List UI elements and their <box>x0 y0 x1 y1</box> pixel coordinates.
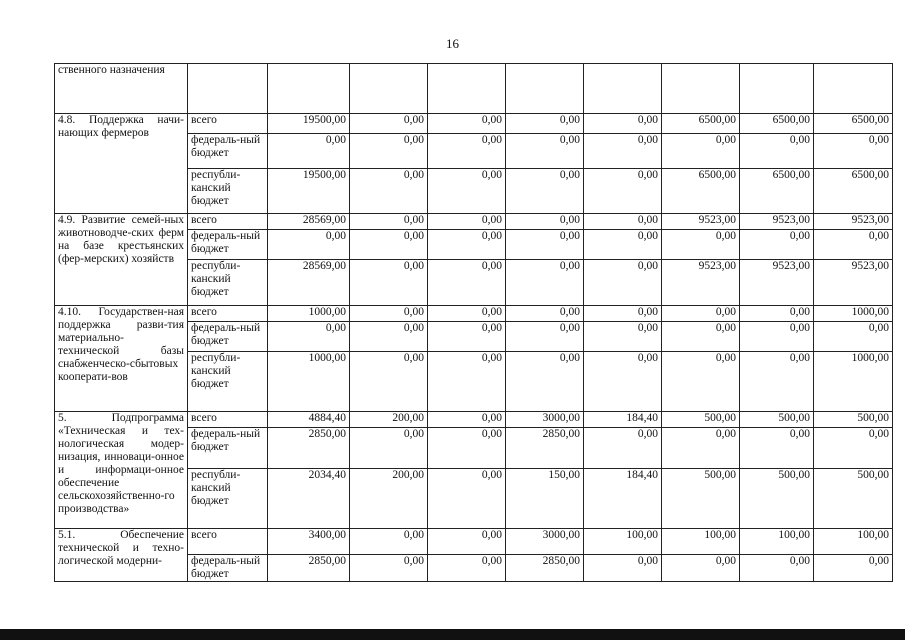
amount-cell: 2850,00 <box>268 428 350 469</box>
funding-source-cell: федераль-ный бюджет <box>188 555 268 582</box>
amount-cell: 1000,00 <box>814 306 893 322</box>
program-name-cell: 4.10. Государствен-ная поддержка разви-тия материально-технической базы снабженческо-сбытовых кооперати-вов <box>55 306 188 412</box>
amount-cell: 200,00 <box>350 412 428 428</box>
amount-cell: 0,00 <box>428 428 506 469</box>
budget-table-body <box>55 64 893 582</box>
amount-cell <box>506 64 584 114</box>
amount-cell: 0,00 <box>350 306 428 322</box>
table-row <box>55 529 893 555</box>
amount-cell: 500,00 <box>662 412 740 428</box>
amount-cell: 0,00 <box>740 230 814 260</box>
amount-cell: 0,00 <box>814 230 893 260</box>
amount-cell: 2850,00 <box>506 428 584 469</box>
amount-cell: 9523,00 <box>814 214 893 230</box>
amount-cell: 0,00 <box>506 114 584 134</box>
amount-cell: 100,00 <box>814 529 893 555</box>
amount-cell: 0,00 <box>428 412 506 428</box>
amount-cell: 0,00 <box>584 134 662 169</box>
amount-cell: 0,00 <box>350 555 428 582</box>
amount-cell: 0,00 <box>740 306 814 322</box>
amount-cell: 0,00 <box>428 529 506 555</box>
amount-cell: 0,00 <box>428 169 506 214</box>
amount-cell: 100,00 <box>584 529 662 555</box>
amount-cell: 0,00 <box>662 428 740 469</box>
amount-cell: 0,00 <box>350 169 428 214</box>
amount-cell: 0,00 <box>506 169 584 214</box>
amount-cell: 28569,00 <box>268 214 350 230</box>
amount-cell: 0,00 <box>350 322 428 352</box>
amount-cell: 0,00 <box>740 322 814 352</box>
amount-cell: 6500,00 <box>662 169 740 214</box>
amount-cell <box>662 64 740 114</box>
amount-cell: 100,00 <box>662 529 740 555</box>
amount-cell: 0,00 <box>506 260 584 306</box>
amount-cell: 0,00 <box>268 134 350 169</box>
amount-cell: 0,00 <box>506 230 584 260</box>
amount-cell: 0,00 <box>740 555 814 582</box>
amount-cell: 184,40 <box>584 412 662 428</box>
funding-source-cell: всего <box>188 214 268 230</box>
amount-cell: 0,00 <box>584 322 662 352</box>
amount-cell: 184,40 <box>584 469 662 529</box>
amount-cell: 0,00 <box>428 352 506 412</box>
amount-cell: 0,00 <box>662 306 740 322</box>
amount-cell: 0,00 <box>584 114 662 134</box>
amount-cell: 2850,00 <box>268 555 350 582</box>
amount-cell: 0,00 <box>584 555 662 582</box>
amount-cell <box>584 64 662 114</box>
amount-cell: 6500,00 <box>740 114 814 134</box>
amount-cell: 0,00 <box>428 306 506 322</box>
funding-source-cell: федераль-ный бюджет <box>188 134 268 169</box>
amount-cell: 100,00 <box>740 529 814 555</box>
funding-source-cell: всего <box>188 114 268 134</box>
amount-cell: 0,00 <box>428 214 506 230</box>
amount-cell: 0,00 <box>506 352 584 412</box>
amount-cell: 28569,00 <box>268 260 350 306</box>
funding-source-cell: федераль-ный бюджет <box>188 428 268 469</box>
program-name-cell: 5. Подпрограмма «Техническая и тех-нологическая модер-низация, инноваци-онное и информаци-онное обеспечение сельскохозяйственно-го производства» <box>55 412 188 529</box>
funding-source-cell: республи-канский бюджет <box>188 169 268 214</box>
amount-cell: 9523,00 <box>740 214 814 230</box>
page-number: 16 <box>446 36 459 51</box>
amount-cell: 9523,00 <box>662 214 740 230</box>
amount-cell: 0,00 <box>428 230 506 260</box>
amount-cell: 0,00 <box>662 322 740 352</box>
amount-cell: 0,00 <box>350 134 428 169</box>
amount-cell: 6500,00 <box>662 114 740 134</box>
amount-cell: 500,00 <box>740 469 814 529</box>
amount-cell: 0,00 <box>268 230 350 260</box>
amount-cell: 0,00 <box>814 555 893 582</box>
amount-cell: 0,00 <box>506 322 584 352</box>
amount-cell: 200,00 <box>350 469 428 529</box>
amount-cell: 0,00 <box>584 214 662 230</box>
amount-cell: 0,00 <box>584 260 662 306</box>
amount-cell: 19500,00 <box>268 114 350 134</box>
funding-source-cell: федераль-ный бюджет <box>188 322 268 352</box>
amount-cell <box>268 64 350 114</box>
table-row <box>55 412 893 428</box>
amount-cell <box>814 64 893 114</box>
funding-source-cell: всего <box>188 306 268 322</box>
amount-cell: 9523,00 <box>814 260 893 306</box>
amount-cell: 0,00 <box>350 529 428 555</box>
funding-source-cell: всего <box>188 412 268 428</box>
amount-cell: 0,00 <box>350 214 428 230</box>
amount-cell: 500,00 <box>662 469 740 529</box>
amount-cell: 2850,00 <box>506 555 584 582</box>
amount-cell: 0,00 <box>268 322 350 352</box>
amount-cell: 0,00 <box>584 306 662 322</box>
amount-cell: 9523,00 <box>662 260 740 306</box>
program-name-cell: ственного назначения <box>55 64 188 114</box>
program-name-cell: 4.8. Поддержка начи-нающих фермеров <box>55 114 188 214</box>
amount-cell: 1000,00 <box>268 306 350 322</box>
table-row <box>55 306 893 322</box>
funding-source-cell <box>188 64 268 114</box>
amount-cell: 0,00 <box>584 428 662 469</box>
program-name-cell: 5.1. Обеспечение технической и техно-логической модерни- <box>55 529 188 582</box>
amount-cell: 0,00 <box>662 555 740 582</box>
amount-cell: 0,00 <box>584 230 662 260</box>
amount-cell <box>740 64 814 114</box>
amount-cell: 6500,00 <box>740 169 814 214</box>
amount-cell: 6500,00 <box>814 169 893 214</box>
amount-cell: 0,00 <box>350 428 428 469</box>
amount-cell: 500,00 <box>740 412 814 428</box>
amount-cell: 0,00 <box>814 322 893 352</box>
amount-cell: 2034,40 <box>268 469 350 529</box>
amount-cell: 4884,40 <box>268 412 350 428</box>
funding-source-cell: федераль-ный бюджет <box>188 230 268 260</box>
amount-cell: 0,00 <box>584 169 662 214</box>
amount-cell: 0,00 <box>350 352 428 412</box>
amount-cell: 0,00 <box>740 428 814 469</box>
amount-cell: 500,00 <box>814 412 893 428</box>
amount-cell: 0,00 <box>350 260 428 306</box>
amount-cell: 0,00 <box>662 352 740 412</box>
amount-cell: 500,00 <box>814 469 893 529</box>
amount-cell: 0,00 <box>740 134 814 169</box>
amount-cell: 0,00 <box>428 469 506 529</box>
amount-cell <box>350 64 428 114</box>
amount-cell: 0,00 <box>740 352 814 412</box>
table-row <box>55 114 893 134</box>
amount-cell: 0,00 <box>814 428 893 469</box>
amount-cell: 0,00 <box>584 352 662 412</box>
amount-cell: 3000,00 <box>506 529 584 555</box>
amount-cell: 0,00 <box>350 230 428 260</box>
table-row <box>55 214 893 230</box>
amount-cell: 0,00 <box>814 134 893 169</box>
amount-cell: 0,00 <box>428 322 506 352</box>
budget-table <box>54 63 893 582</box>
amount-cell: 6500,00 <box>814 114 893 134</box>
funding-source-cell: республи-канский бюджет <box>188 260 268 306</box>
amount-cell: 0,00 <box>428 260 506 306</box>
amount-cell: 0,00 <box>506 306 584 322</box>
funding-source-cell: республи-канский бюджет <box>188 469 268 529</box>
amount-cell: 0,00 <box>428 555 506 582</box>
amount-cell: 19500,00 <box>268 169 350 214</box>
amount-cell: 0,00 <box>506 134 584 169</box>
amount-cell: 0,00 <box>506 214 584 230</box>
amount-cell: 0,00 <box>428 114 506 134</box>
scan-edge-bar <box>0 629 905 640</box>
table-row <box>55 64 893 114</box>
amount-cell: 150,00 <box>506 469 584 529</box>
amount-cell: 1000,00 <box>268 352 350 412</box>
amount-cell: 0,00 <box>662 230 740 260</box>
amount-cell: 3000,00 <box>506 412 584 428</box>
amount-cell: 0,00 <box>350 114 428 134</box>
funding-source-cell: всего <box>188 529 268 555</box>
amount-cell: 9523,00 <box>740 260 814 306</box>
amount-cell: 3400,00 <box>268 529 350 555</box>
program-name-cell: 4.9. Развитие семей-ных животноводче-ских ферм на базе крестьянских (фер-мерских) хозяйств <box>55 214 188 306</box>
amount-cell <box>428 64 506 114</box>
amount-cell: 0,00 <box>428 134 506 169</box>
amount-cell: 1000,00 <box>814 352 893 412</box>
amount-cell: 0,00 <box>662 134 740 169</box>
funding-source-cell: республи-канский бюджет <box>188 352 268 412</box>
